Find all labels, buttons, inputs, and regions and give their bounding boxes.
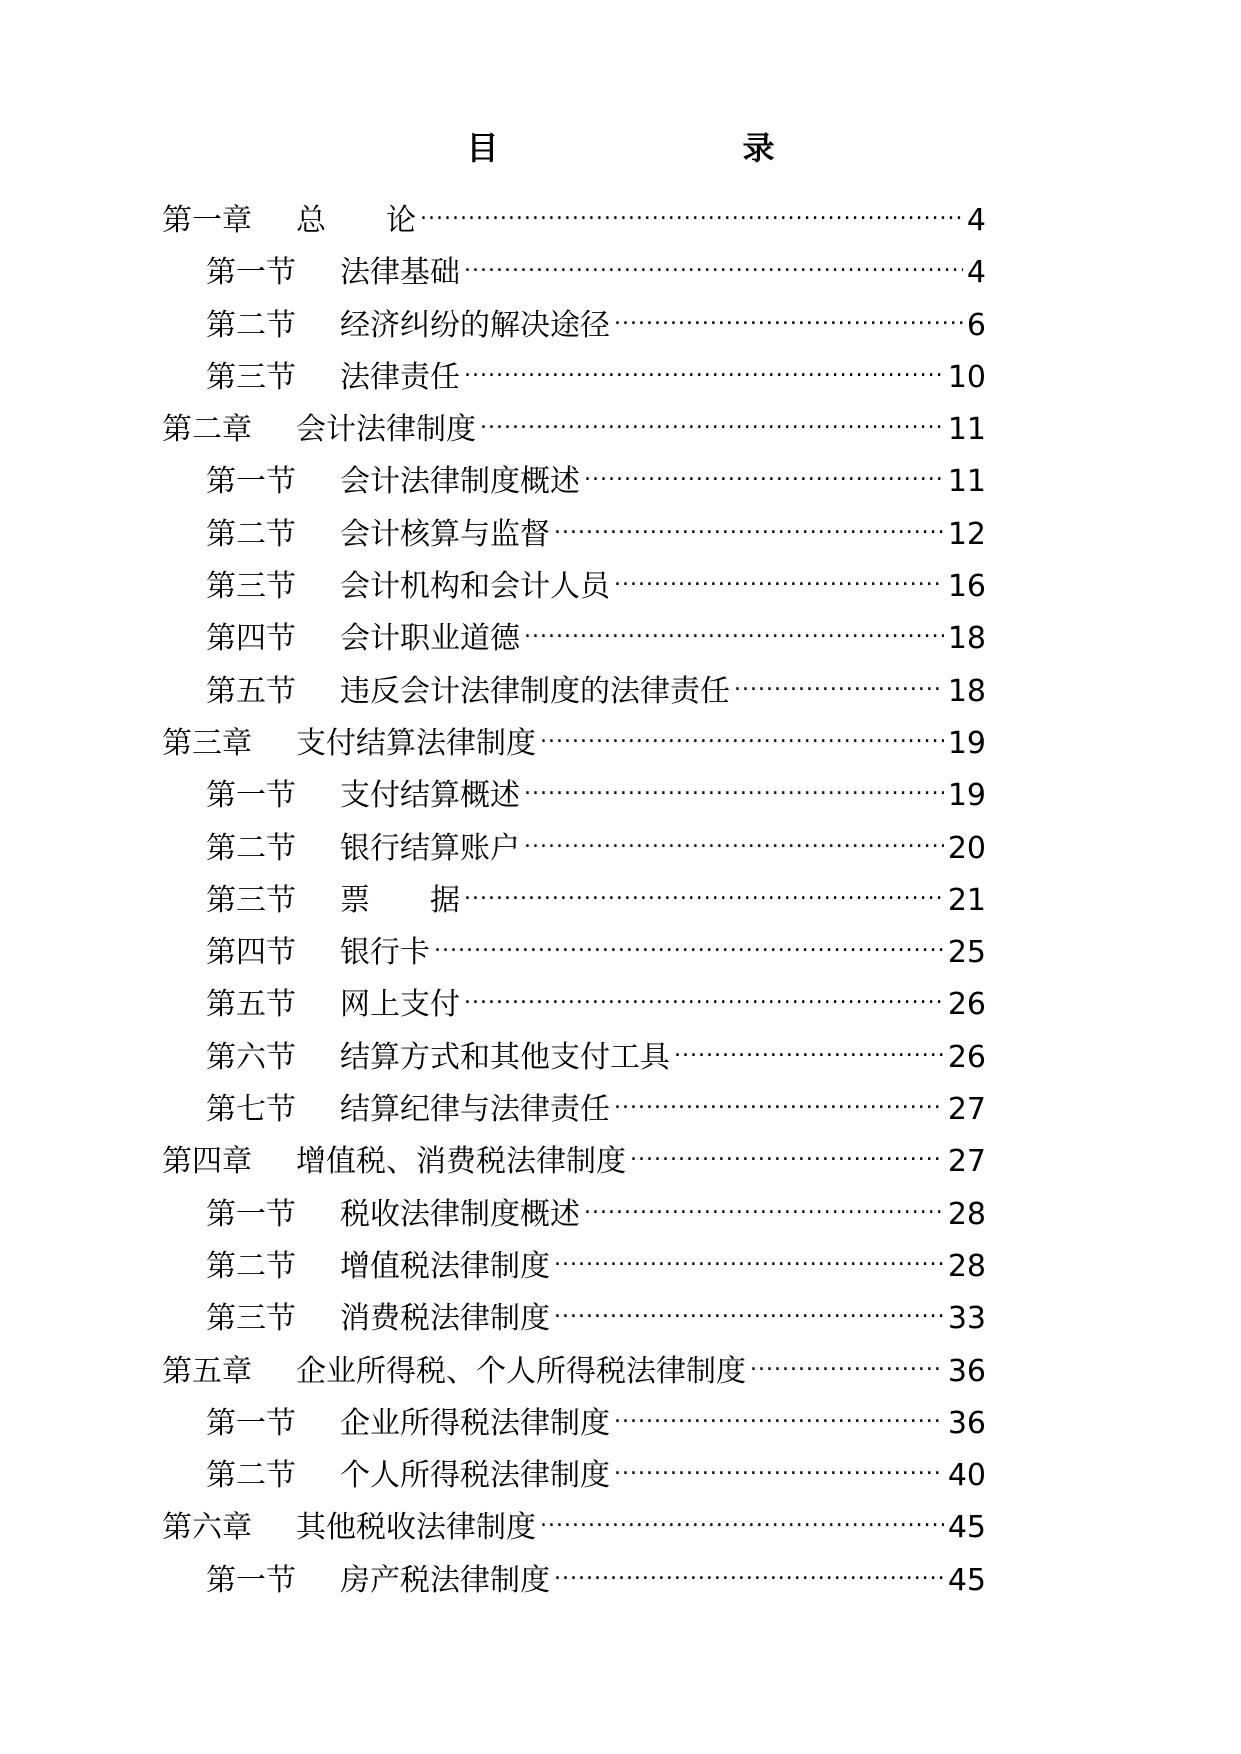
toc-dot-leader [584,451,944,491]
toc-section-entry[interactable] [162,1184,986,1236]
toc-entry-label [206,358,460,398]
toc-entry-label [206,1561,550,1601]
toc-page-number: 36 [947,1353,986,1389]
toc-entry-label [206,1299,550,1339]
toc-entry-label [162,1508,536,1548]
toc-entry-number: 第一节 [206,464,296,500]
toc-page-number: 26 [947,1039,986,1075]
toc-page-number: 19 [947,778,986,814]
toc-title: 目 录 [466,129,835,167]
toc-section-entry[interactable] [162,1550,986,1602]
toc-dot-leader [524,818,944,858]
toc-entry-label [162,724,536,764]
toc-entry-title: 会计法律制度概述 [340,464,580,500]
toc-entry-title: 违反会计法律制度的法律责任 [340,673,730,709]
toc-entry-label [206,1247,550,1287]
toc-entry-number: 第三节 [206,1301,296,1337]
toc-page-number: 18 [947,673,986,709]
toc-entry-title: 票 据 [340,882,460,918]
toc-entry-number: 第七节 [206,1092,296,1128]
toc-entry-title: 增值税、消费税法律制度 [296,1144,626,1180]
toc-dot-leader [614,1079,944,1119]
toc-page-number: 45 [947,1510,986,1546]
toc-entry-title: 会计职业道德 [340,621,520,657]
toc-dot-leader [464,974,944,1014]
toc-entry-title: 法律基础 [340,255,460,291]
toc-dot-leader [464,347,944,387]
toc-section-entry[interactable] [162,556,986,608]
toc-entry-label [162,201,416,241]
toc-section-entry[interactable] [162,1236,986,1288]
toc-section-entry[interactable] [162,242,986,294]
toc-entry-number: 第五节 [206,673,296,709]
toc-dot-leader [464,870,944,910]
toc-entry-title: 会计法律制度 [296,412,476,448]
toc-dot-leader [554,1236,944,1276]
toc-dot-leader [554,1288,944,1328]
toc-page-number: 16 [947,569,986,605]
toc-dot-leader [750,1341,944,1381]
toc-section-entry[interactable] [162,870,986,922]
toc-section-entry[interactable] [162,451,986,503]
toc-page-number: 45 [947,1562,986,1598]
toc-page-number: 18 [947,621,986,657]
toc-entry-number: 第二节 [206,830,296,866]
toc-entry-number: 第四节 [206,935,296,971]
toc-section-entry[interactable] [162,347,986,399]
toc-entry-title: 会计机构和会计人员 [340,569,610,605]
toc-section-entry[interactable] [162,608,986,660]
toc-entry-number: 第二节 [206,1248,296,1284]
toc-list [162,190,986,1602]
toc-entry-label [206,985,460,1025]
toc-dot-leader [614,556,944,596]
toc-entry-label [206,253,460,293]
toc-entry-label [206,829,520,869]
toc-entry-number: 第一节 [206,1562,296,1598]
toc-page-number: 10 [947,359,986,395]
toc-page-number: 36 [947,1405,986,1441]
toc-dot-leader [584,1184,944,1224]
toc-entry-number: 第一章 [162,203,252,238]
toc-page-number: 6 [966,307,986,343]
toc-page-number: 4 [966,255,986,291]
toc-entry-label [206,306,610,346]
toc-entry-number: 第三节 [206,569,296,605]
toc-dot-leader [554,504,944,544]
toc-entry-number: 第六节 [206,1039,296,1075]
toc-entry-number: 第二节 [206,307,296,343]
toc-entry-label [206,1038,670,1078]
toc-entry-number: 第二章 [162,412,252,448]
toc-entry-number: 第六章 [162,1510,252,1546]
toc-dot-leader [464,242,963,282]
toc-page-number: 20 [947,830,986,866]
toc-entry-title: 个人所得税法律制度 [340,1458,610,1494]
toc-section-entry[interactable] [162,661,986,713]
toc-entry-label [162,1352,746,1392]
toc-page-number: 11 [947,412,986,448]
toc-entry-title: 银行卡 [340,935,430,971]
toc-entry-title: 企业所得税、个人所得税法律制度 [296,1353,746,1389]
toc-chapter-entry[interactable] [162,1131,986,1183]
toc-dot-leader [434,922,944,962]
toc-entry-title: 结算方式和其他支付工具 [340,1039,670,1075]
toc-entry-title: 会计核算与监督 [340,516,550,552]
toc-dot-leader [524,608,944,648]
toc-entry-title: 支付结算概述 [340,778,520,814]
toc-section-entry[interactable] [162,765,986,817]
toc-entry-number: 第一节 [206,255,296,291]
toc-entry-label [206,619,520,659]
toc-entry-number: 第四节 [206,621,296,657]
toc-entry-label [206,776,520,816]
toc-page-number: 28 [947,1196,986,1232]
toc-section-entry[interactable] [162,818,986,870]
toc-entry-title: 消费税法律制度 [340,1301,550,1337]
toc-entry-label [206,1404,610,1444]
toc-dot-leader [614,1393,944,1433]
toc-dot-leader [554,1550,944,1590]
toc-dot-leader [614,1445,944,1485]
toc-page-number: 27 [947,1092,986,1128]
toc-entry-title: 经济纠纷的解决途径 [340,307,610,343]
toc-section-entry[interactable] [162,295,986,347]
toc-entry-title: 增值税法律制度 [340,1248,550,1284]
toc-dot-leader [480,399,944,439]
toc-page-number: 21 [947,882,986,918]
toc-section-entry[interactable] [162,1027,986,1079]
toc-entry-number: 第五节 [206,987,296,1023]
toc-entry-label [206,515,550,555]
toc-section-entry[interactable] [162,1393,986,1445]
toc-page-number: 27 [947,1144,986,1180]
toc-dot-leader [614,295,963,335]
toc-page-number: 11 [947,464,986,500]
toc-entry-title: 结算纪律与法律责任 [340,1092,610,1128]
toc-section-entry[interactable] [162,922,986,974]
toc-chapter-entry[interactable] [162,1497,986,1549]
toc-entry-label [206,672,730,712]
toc-entry-number: 第一节 [206,778,296,814]
toc-chapter-entry[interactable] [162,1341,986,1393]
toc-entry-number: 第一节 [206,1196,296,1232]
toc-entry-number: 第一节 [206,1405,296,1441]
toc-entry-title: 其他税收法律制度 [296,1510,536,1546]
toc-dot-leader [630,1131,944,1171]
toc-dot-leader [540,713,944,753]
toc-entry-number: 第三节 [206,359,296,395]
toc-dot-leader [674,1027,944,1067]
toc-entry-number: 第五章 [162,1353,252,1389]
toc-section-entry[interactable] [162,1445,986,1497]
toc-entry-title: 企业所得税法律制度 [340,1405,610,1441]
toc-entry-label [162,1142,626,1182]
toc-dot-leader [734,661,944,701]
toc-section-entry[interactable] [162,504,986,556]
toc-section-entry[interactable] [162,974,986,1026]
toc-page-number: 40 [947,1458,986,1494]
toc-page-number: 12 [947,516,986,552]
toc-entry-label [206,462,580,502]
toc-entry-title: 税收法律制度概述 [340,1196,580,1232]
toc-entry-title: 支付结算法律制度 [296,725,536,761]
toc-chapter-entry[interactable] [162,399,986,451]
toc-section-entry[interactable] [162,1079,986,1131]
toc-entry-number: 第三章 [162,725,252,761]
toc-entry-label [206,881,460,921]
toc-entry-title: 房产税法律制度 [340,1562,550,1598]
toc-entry-title: 银行结算账户 [340,830,520,866]
toc-chapter-entry[interactable] [162,190,986,242]
toc-entry-title: 网上支付 [340,987,460,1023]
toc-entry-label [162,410,476,450]
toc-dot-leader [524,765,944,805]
toc-entry-number: 第二节 [206,1458,296,1494]
toc-entry-title: 总 论 [296,203,416,238]
toc-page-number: 25 [947,935,986,971]
toc-entry-label [206,567,610,607]
toc-entry-label [206,933,430,973]
toc-entry-label [206,1456,610,1496]
toc-page-number: 33 [947,1301,986,1337]
toc-entry-number: 第三节 [206,882,296,918]
toc-page-number: 4 [966,203,986,238]
toc-entry-label [206,1090,610,1130]
toc-page-number: 26 [947,987,986,1023]
toc-entry-number: 第二节 [206,516,296,552]
toc-dot-leader [540,1497,944,1537]
toc-page-number: 28 [947,1248,986,1284]
toc-page-number: 19 [947,725,986,761]
toc-entry-label [206,1195,580,1235]
toc-entry-number: 第四章 [162,1144,252,1180]
toc-section-entry[interactable] [162,1288,986,1340]
toc-chapter-entry[interactable] [162,713,986,765]
toc-entry-title: 法律责任 [340,359,460,395]
toc-dot-leader [420,190,963,230]
